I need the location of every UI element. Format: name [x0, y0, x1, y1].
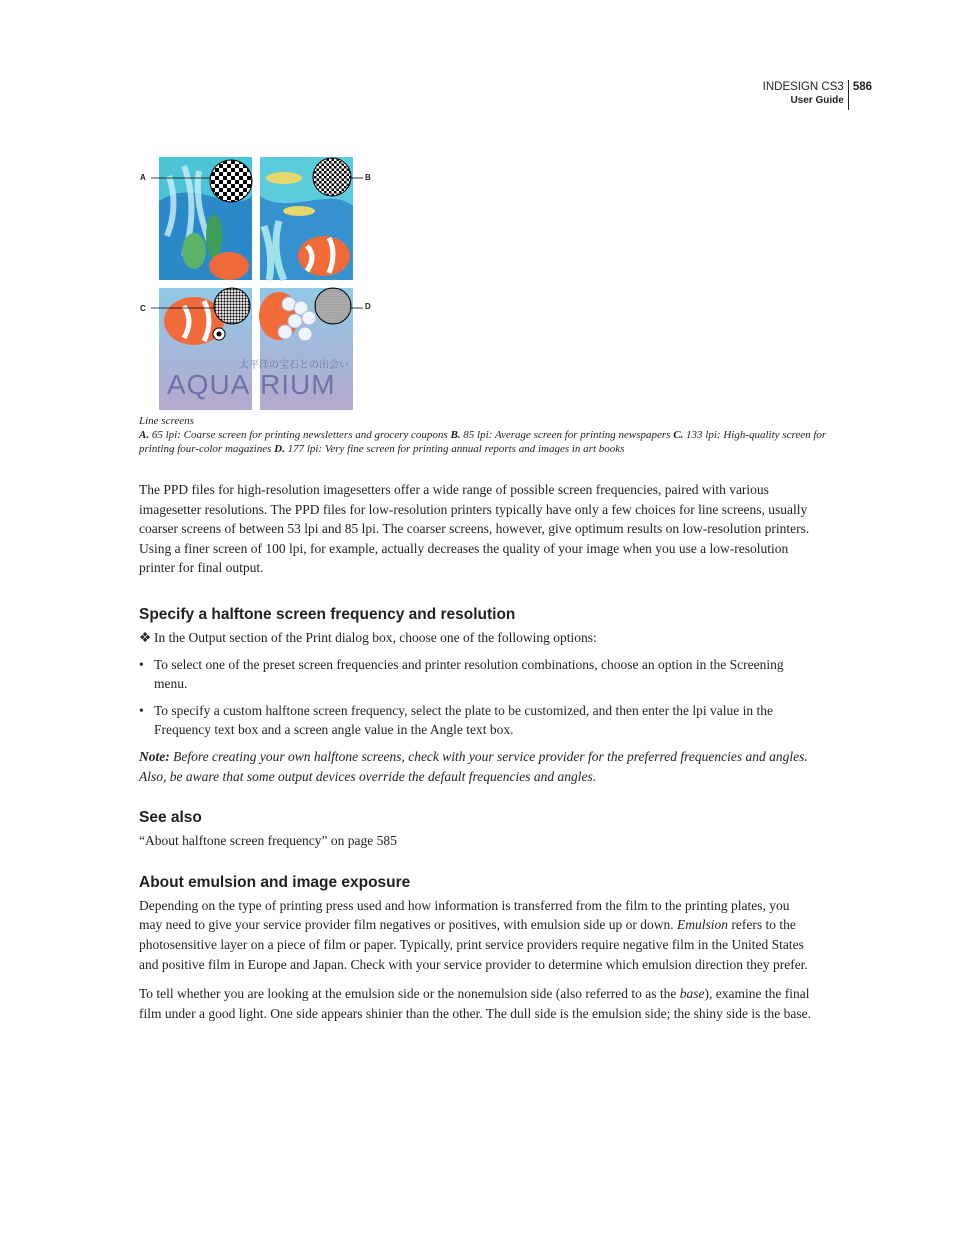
quadrant-c-image: [159, 288, 252, 410]
note-label: Note:: [139, 748, 170, 764]
caption-letter-a: A.: [139, 429, 150, 441]
caption-text-d: 177 lpi: Very fine screen for printing annual reports and images in art books: [287, 443, 625, 455]
aquarium-illustration: [139, 156, 379, 411]
caption-text-a: 65 lpi: Coarse screen for printing newsletters and grocery coupons: [151, 429, 448, 441]
page-header: [763, 80, 872, 110]
quadrant-d-image: [239, 288, 353, 410]
emulsion-p1-part-b: refers to the photosensitive layer on a piece of film or paper. Typically, print service providers require negative film in the United States and positive film in Europe and Japan. Check with your service provider to determine which emulsion direction they prefer.: [139, 917, 808, 972]
product-name: INDESIGN CS3: [762, 81, 844, 93]
base-term: base: [679, 986, 705, 1002]
bullet-icon: •: [139, 656, 144, 672]
step-diamond-icon: ❖: [139, 629, 152, 645]
option-text-1: To select one of the preset screen frequencies and printer resolution combinations, choose an option in the Screening menu.: [154, 656, 784, 692]
caption-items: [139, 428, 829, 456]
caption-title: Line screens: [139, 415, 194, 427]
see-also-link[interactable]: “About halftone screen frequency” on page 585: [139, 833, 397, 849]
page-content: [139, 480, 815, 1033]
svg-text:RIUM: RIUM: [260, 369, 336, 400]
emulsion-term: Emulsion: [677, 917, 729, 933]
see-also-heading: See also: [139, 809, 202, 827]
emulsion-p2-part-b: ), examine the final film under a good light. One side appears shinier than the other. The dull side is the emulsion side; the shiny side is the base.: [139, 986, 812, 1021]
page-number: 586: [848, 80, 872, 110]
emulsion-paragraph-1: [139, 896, 815, 974]
caption-letter-b: B.: [450, 429, 461, 441]
guide-name: User Guide: [790, 95, 844, 106]
emulsion-paragraph-2: [139, 984, 815, 1023]
caption-letter-c: C.: [673, 429, 684, 441]
svg-text:太平洋の宝石との出会い: 太平洋の宝石との出会い: [239, 360, 349, 371]
emulsion-p2-part-a: To tell whether you are looking at the emulsion side or the nonemulsion side (also referred to as the: [139, 986, 680, 1002]
step-item: [139, 628, 815, 648]
caption-letter-d: D.: [274, 443, 285, 455]
option-bullet-1: [139, 655, 815, 694]
caption-text-c: 133 lpi: High-quality screen for printing four-color magazines: [139, 429, 827, 455]
intro-paragraph: The PPD files for high-resolution imagesetters offer a wide range of possible screen frequencies, paired with various imagesetter resolutions. The PPD files for low-resolution printers typically have only a few choices for line screens, usually coarser screens of between 53 lpi and 85 lpi. The coarser screens, however, give optimum results on low-resolution printers. Using a finer screen of 100 lpi, for example, actually decreases the quality of your image when you use a low-resolution printer for final output.: [139, 482, 810, 576]
figure-label-d: D: [365, 302, 371, 311]
bullet-icon: •: [139, 702, 144, 718]
section-heading-halftone: Specify a halftone screen frequency and resolution: [139, 605, 516, 623]
emulsion-p1-part-a: Depending on the type of printing press used and how information is transferred from the film to the printing plates, you may need to give your service provider film negatives or positives, with emulsion side up or down.: [139, 897, 790, 933]
caption-text-b: 85 lpi: Average screen for printing newspapers: [463, 429, 671, 441]
note-text: Before creating your own halftone screens, check with your service provider for the preferred frequencies and angles. Also, be aware that some output devices override the default frequencies and angles.: [139, 748, 808, 784]
figure-caption: [139, 414, 829, 456]
quadrant-a-image: [159, 157, 252, 280]
option-bullet-2: [139, 701, 815, 740]
quadrant-b-image: [260, 157, 353, 280]
svg-text:AQUA: AQUA: [167, 369, 251, 400]
section-heading-emulsion: About emulsion and image exposure: [139, 873, 411, 891]
figure-label-c: C: [140, 304, 146, 313]
step-text: In the Output section of the Print dialog box, choose one of the following options:: [154, 629, 597, 645]
option-text-2: To specify a custom halftone screen frequency, select the plate to be customized, and then enter the lpi value in the Frequency text box and a screen angle value in the Angle text box.: [154, 702, 773, 738]
note-paragraph: [139, 747, 815, 786]
figure-label-b: B: [365, 173, 371, 182]
figure-label-a: A: [140, 173, 146, 182]
line-screens-figure: [139, 156, 379, 411]
